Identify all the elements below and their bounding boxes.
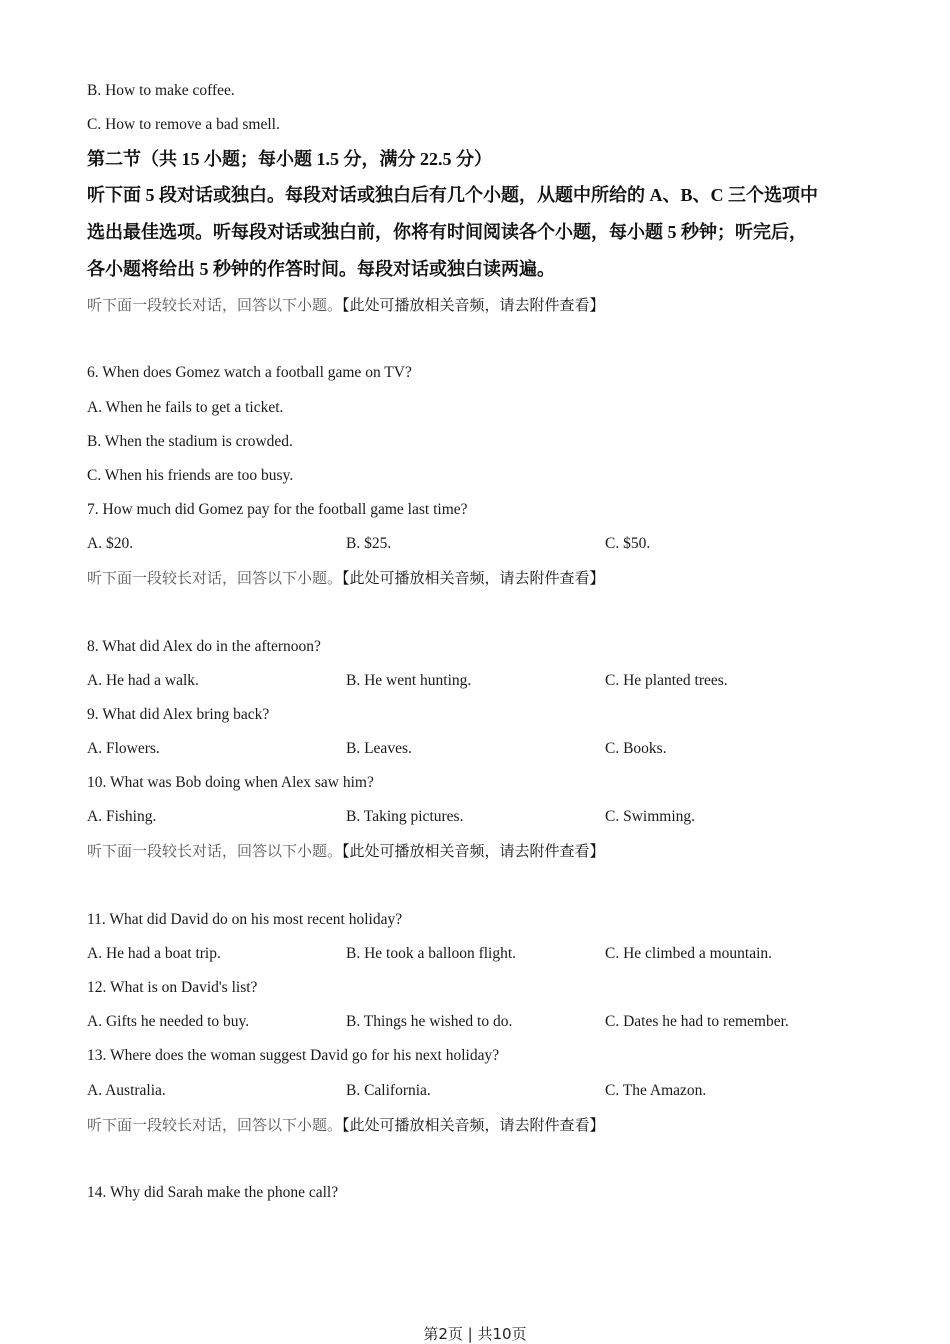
listening-note [87,841,605,861]
option-b: B. He went hunting. [346,672,472,689]
option-b: B. He took a balloon flight. [346,945,517,962]
option-b: B. Taking pictures. [346,808,464,825]
option-b: B. $25. [346,535,392,552]
question-10: 10. What was Bob doing when Alex saw him? [87,774,374,791]
audio-placeholder: 【此处可播放相关音频，请去附件查看】 [342,842,605,860]
option-a: A. Australia. [87,1082,166,1099]
audio-placeholder: 【此处可播放相关音频，请去附件查看】 [342,296,605,314]
option-c: C. He planted trees. [605,672,728,689]
option-c: C. How to remove a bad smell. [87,116,280,133]
options-row [87,671,867,691]
section-instruction-line: 选出最佳选项。听每段对话或独白前，你将有时间阅读各个小题，每小题 5 秒钟；听完后， [87,222,807,242]
options-row [87,807,867,827]
options-row [87,1012,867,1032]
options-row [87,534,867,554]
option-c: C. When his friends are too busy. [87,467,294,484]
option-b: B. When the stadium is crowded. [87,433,293,450]
page-footer: 第2页 | 共10页 [423,1325,527,1343]
option-b: B. Leaves. [346,740,412,757]
question-6: 6. When does Gomez watch a football game on TV? [87,364,412,381]
question-13: 13. Where does the woman suggest David go for his next holiday? [87,1047,500,1064]
listening-note-lead: 听下面一段较长对话，回答以下小题。 [87,842,343,860]
option-a: A. He had a walk. [87,672,199,689]
question-11: 11. What did David do on his most recent holiday? [87,911,403,928]
option-b: B. How to make coffee. [87,82,235,99]
question-12: 12. What is on David's list? [87,979,258,996]
option-c: C. $50. [605,535,651,552]
option-a: A. Gifts he needed to buy. [87,1013,250,1030]
section-instruction-line: 听下面 5 段对话或独白。每段对话或独白后有几个小题，从题中所给的 A、B、C 三个选项中 [87,185,818,205]
listening-note [87,1115,605,1135]
listening-note-lead: 听下面一段较长对话，回答以下小题。 [87,569,343,587]
option-b: B. California. [346,1082,431,1099]
section-heading: 第二节（共 15 小题；每小题 1.5 分，满分 22.5 分） [87,149,492,169]
listening-note-lead: 听下面一段较长对话，回答以下小题。 [87,296,343,314]
option-a: A. When he fails to get a ticket. [87,399,284,416]
audio-placeholder: 【此处可播放相关音频，请去附件查看】 [342,1116,605,1134]
option-c: C. Swimming. [605,808,696,825]
option-c: C. The Amazon. [605,1082,707,1099]
option-c: C. He climbed a mountain. [605,945,773,962]
option-a: A. Fishing. [87,808,157,825]
question-9: 9. What did Alex bring back? [87,706,270,723]
audio-placeholder: 【此处可播放相关音频，请去附件查看】 [342,569,605,587]
option-c: C. Books. [605,740,667,757]
option-a: A. $20. [87,535,134,552]
options-row [87,1081,867,1101]
options-row [87,944,867,964]
listening-note [87,568,605,588]
listening-note-lead: 听下面一段较长对话，回答以下小题。 [87,1116,343,1134]
option-a: A. He had a boat trip. [87,945,221,962]
question-14: 14. Why did Sarah make the phone call? [87,1184,339,1201]
question-8: 8. What did Alex do in the afternoon? [87,638,321,655]
section-instruction-line: 各小题将给出 5 秒钟的作答时间。每段对话或独白读两遍。 [87,259,555,279]
options-row [87,739,867,759]
option-c: C. Dates he had to remember. [605,1013,789,1030]
option-a: A. Flowers. [87,740,160,757]
question-7: 7. How much did Gomez pay for the football game last time? [87,501,468,518]
option-b: B. Things he wished to do. [346,1013,513,1030]
listening-note [87,295,605,315]
